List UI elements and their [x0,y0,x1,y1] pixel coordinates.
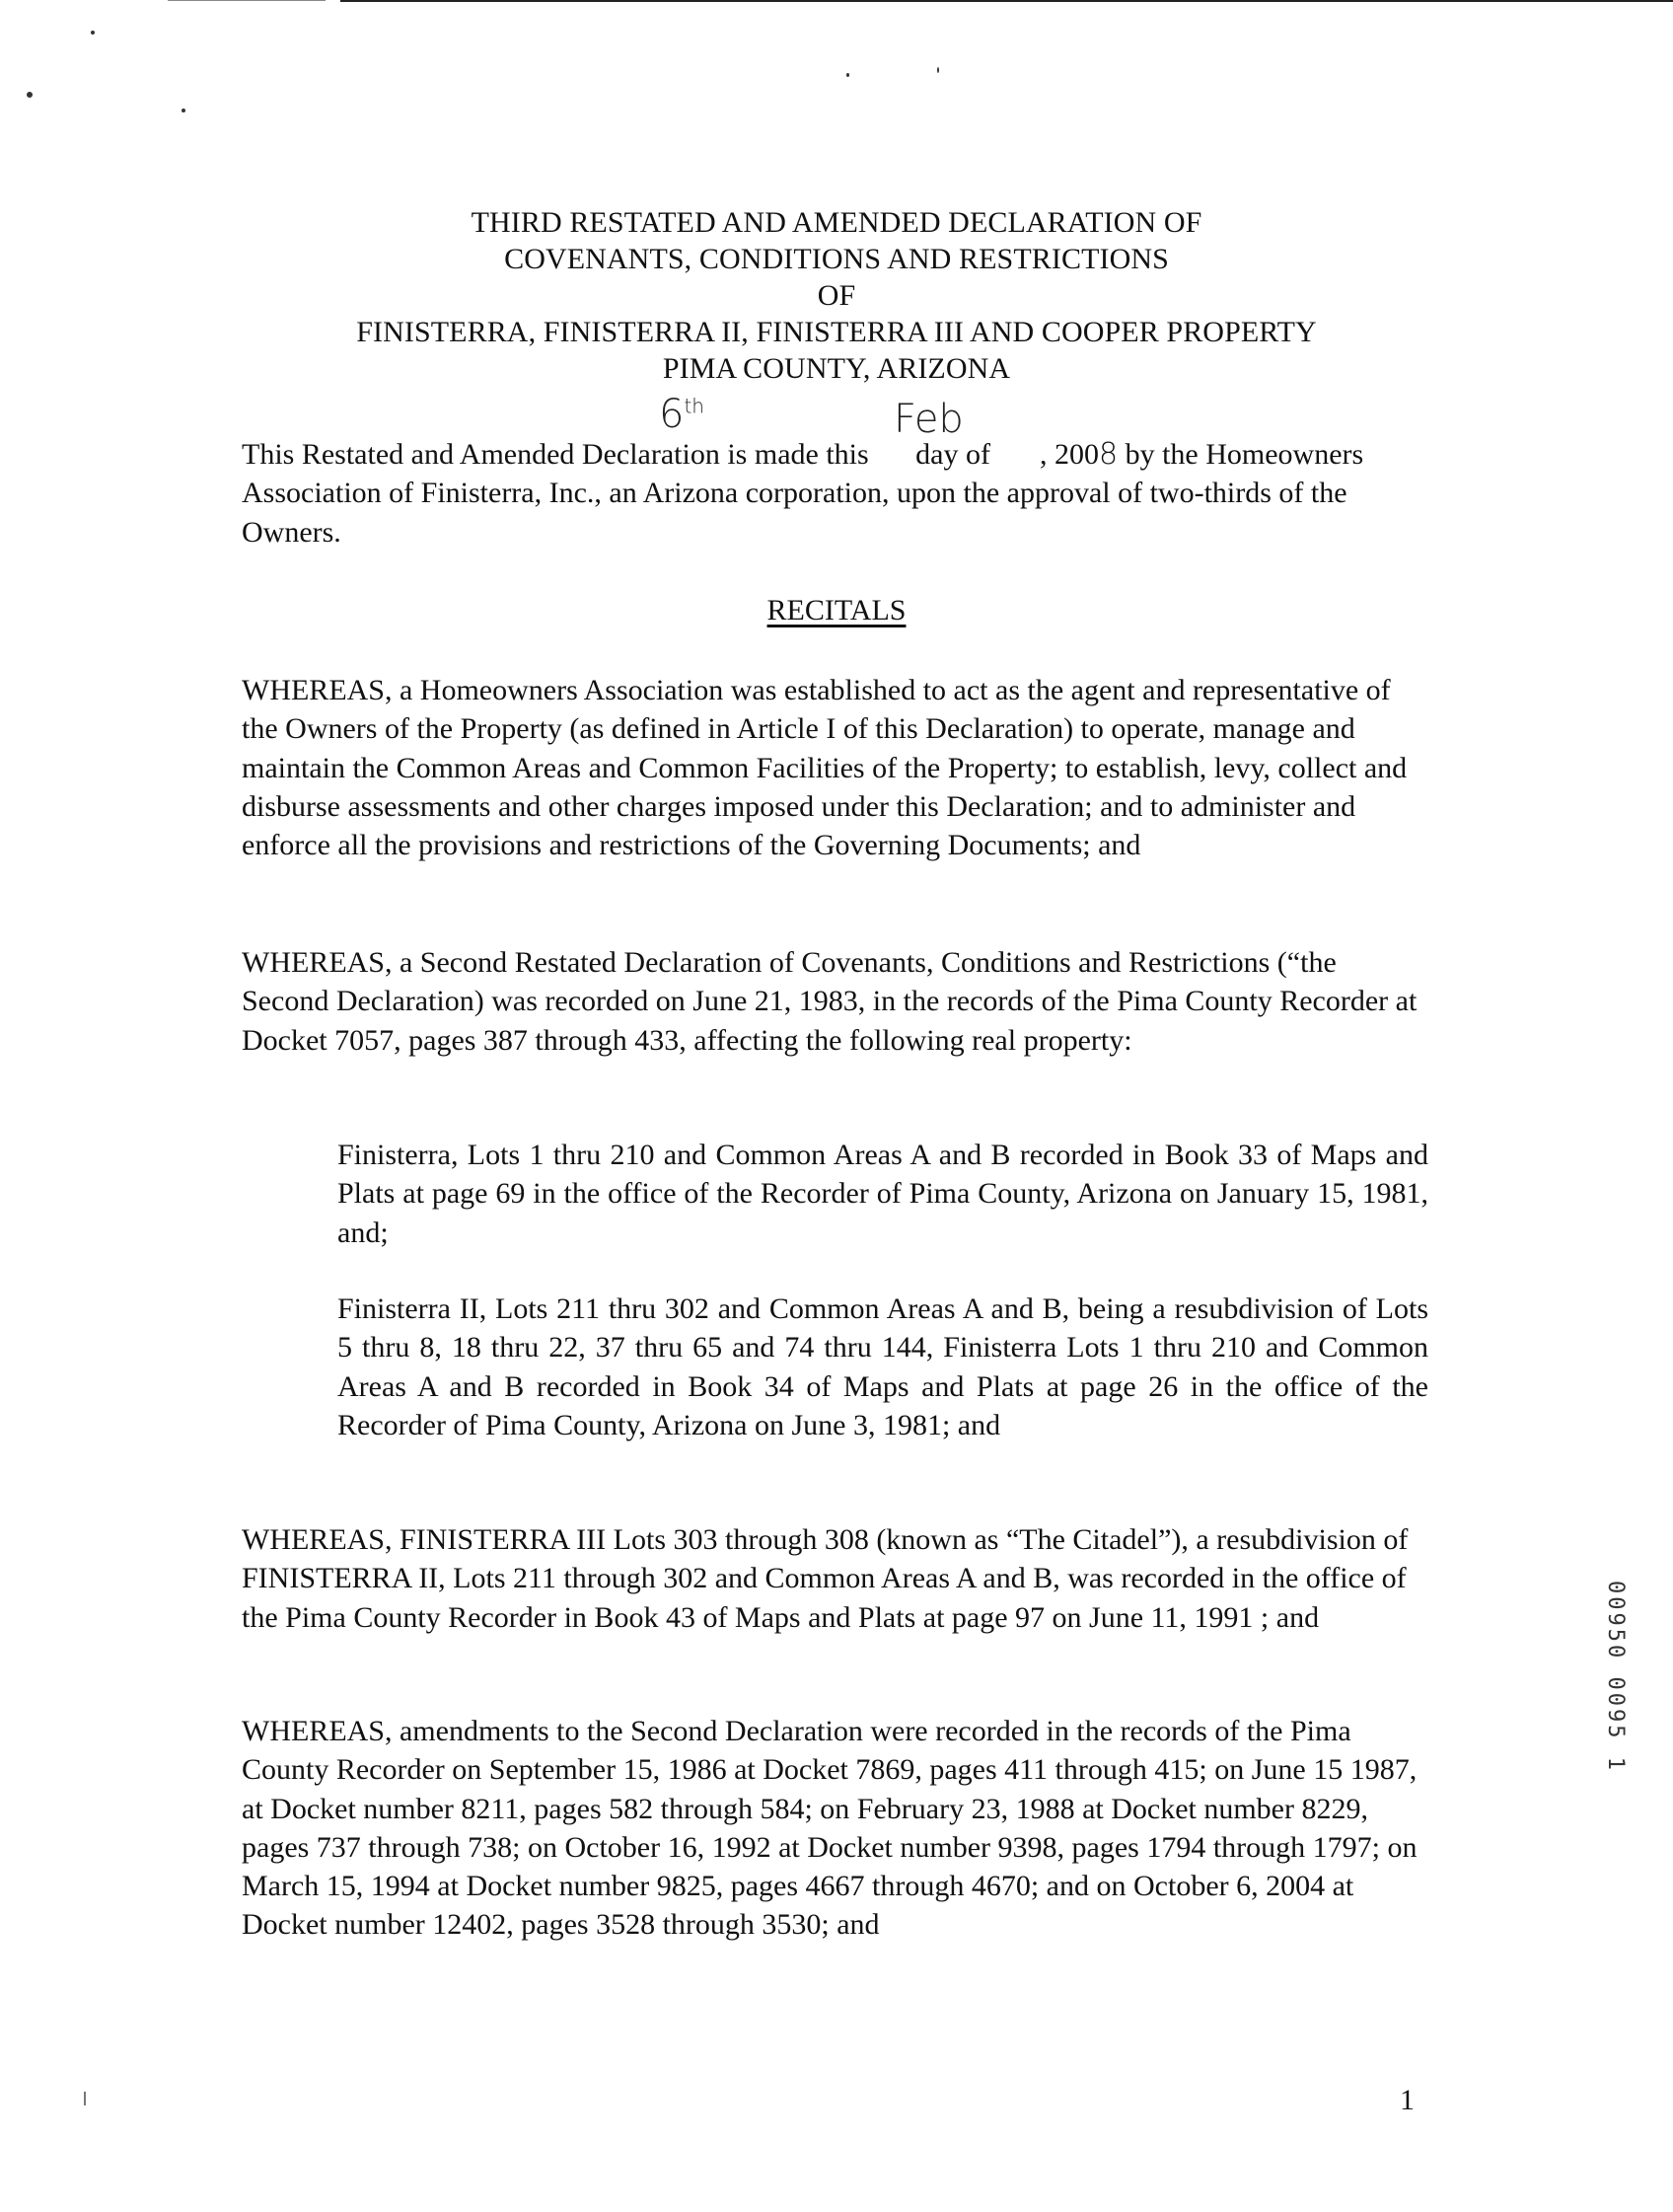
recitals-heading: RECITALS [766,594,907,627]
scan-speck [91,31,95,35]
handwritten-year: 8 [1098,437,1119,472]
document-title [247,204,1426,387]
page-number: 1 [1400,2084,1415,2116]
title-line-5: PIMA COUNTY, ARIZONA [662,352,1011,385]
intro-text-2: day of [915,438,990,471]
intro-text-1: This Restated and Amended Declaration is made this [242,438,869,471]
property-description-2: Finisterra II, Lots 211 thru 302 and Common Areas A and B, being a resubdivision of Lots 5 thru 8, 18 thru 22, 37 thru 65 and 74 thru 144, Finisterra Lots 1 thru 210 and Common Areas A and B recorded in Book 34 of Maps and Plats at page 26 in the office of the Recorder of Pima County, Arizona on June 3, 1981; and [337,1292,1428,1441]
handwritten-month: Feb [894,397,964,442]
scan-speck [27,92,33,98]
scan-speck [937,67,939,73]
intro-paragraph [242,435,1425,552]
property-description-1: Finisterra, Lots 1 thru 210 and Common Areas A and B recorded in Book 33 of Maps and Plats at page 69 in the office of the Recorder of Pima County, Arizona on January 15, 1981, and; [337,1139,1428,1249]
recital-paragraph-2: WHEREAS, a Second Restated Declaration of Covenants, Conditions and Restrictions (“the Second Declaration) was recorded on June 21, 1983, in the records of the Pima County Recorder at Docket 7057, pages 387 through 433, affecting the following real property: [242,946,1418,1057]
scan-speck [846,73,849,77]
title-line-1: THIRD RESTATED AND AMENDED DECLARATION OF [471,206,1202,239]
recital-paragraph-4: WHEREAS, amendments to the Second Declaration were recorded in the records of the Pima County Recorder on September 15, 1986 at Docket 7869, pages 411 through 415; on June 15 1987, at Docket number 8211, pages 582 through 584; on February 23, 1988 at Docket number 8229, pages 737 through 738; on October 16, 1992 at Docket number 9398, pages 1794 through 1797; on March 15, 1994 at Docket number 9825, pages 4667 through 4670; and on October 6, 2004 at Docket number 12402, pages 3528 through 3530; and [242,1715,1418,1942]
intro-text-4: by the Homeowners Association of Finisterra, Inc., an Arizona corporation, upon the approval of two-thirds of the Owners. [242,438,1364,549]
margin-recording-stamp: 00950 0095 1 [1603,1581,1628,1773]
scan-speck [182,109,185,112]
recital-paragraph-3: WHEREAS, FINISTERRA III Lots 303 through 308 (known as “The Citadel”), a resubdivision of FINISTERRA II, Lots 211 through 302 and Common Areas A and B, was recorded in the office of the Pima County Recorder in Book 43 of Maps and Plats at page 97 on June 11, 1991 ; and [242,1523,1409,1634]
top-border-line [340,0,1673,2]
intro-text-3: , 200 [1039,438,1099,471]
title-line-3: OF [817,279,856,312]
recital-paragraph-1: WHEREAS, a Homeowners Association was established to act as the agent and representative of the Owners of the Property (as defined in Article I of this Declaration) to operate, manage and maintain the Common Areas and Common Facilities of the Property; to establish, levy, collect and disburse assessments and other charges imposed under this Declaration; and to administer and enforce all the provisions and restrictions of the Governing Documents; and [242,674,1408,862]
handwritten-day: 6th [659,392,704,437]
scan-speck [84,2092,86,2105]
title-line-2: COVENANTS, CONDITIONS AND RESTRICTIONS [504,243,1169,275]
title-line-4: FINISTERRA, FINISTERRA II, FINISTERRA III AND COOPER PROPERTY [356,316,1317,348]
scan-edge-line [168,0,326,1]
